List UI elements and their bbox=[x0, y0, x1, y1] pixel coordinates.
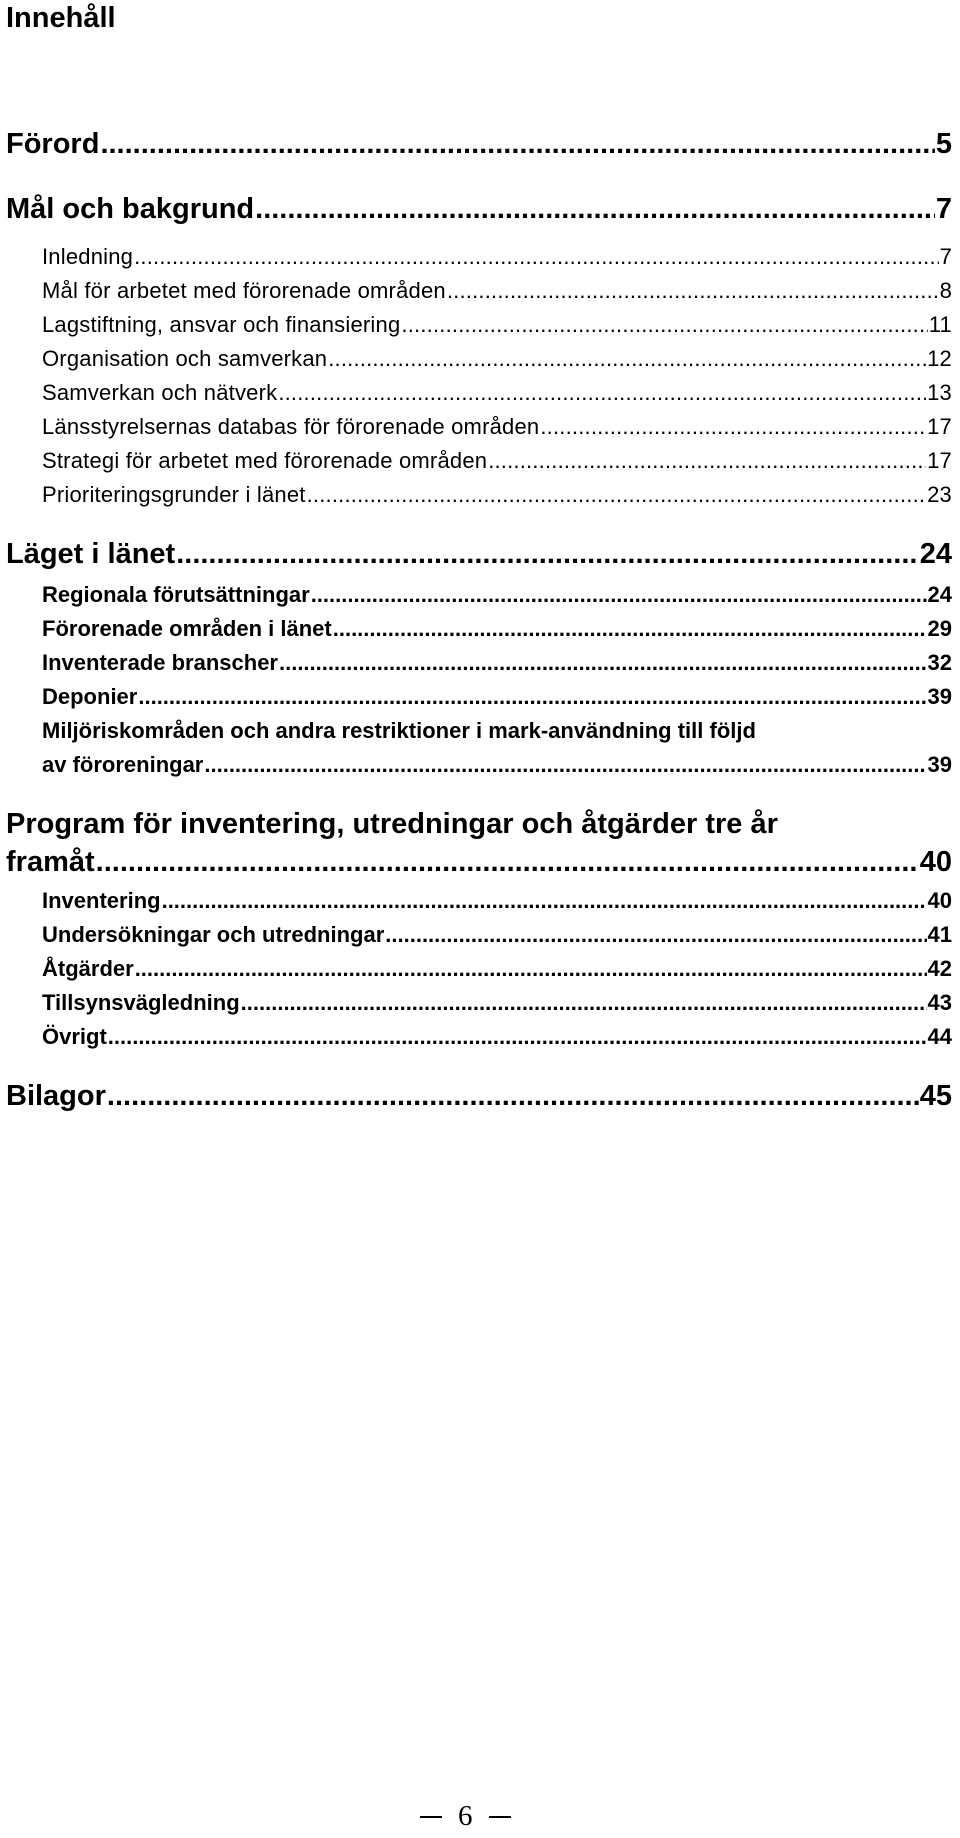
toc-entry-laget-i-lanet[interactable] bbox=[6, 538, 952, 571]
toc-page: 32 bbox=[927, 650, 952, 675]
toc-entry-mal-for-arbetet[interactable] bbox=[42, 278, 952, 304]
toc-entry-prioriteringsgrunder[interactable] bbox=[42, 482, 952, 508]
toc-title-line[interactable]: Miljöriskområden och andra restriktioner i mark-användning till följd bbox=[42, 718, 756, 743]
toc-title: av föroreningar bbox=[42, 752, 204, 777]
dot-leader bbox=[108, 1024, 927, 1050]
toc-entry-program[interactable] bbox=[6, 846, 952, 879]
toc-entry-inventering[interactable] bbox=[42, 888, 952, 914]
toc-page: 44 bbox=[927, 1024, 952, 1049]
dot-leader bbox=[107, 1080, 919, 1113]
toc-title: Regionala förutsättningar bbox=[42, 582, 310, 607]
toc-page: 17 bbox=[927, 414, 952, 439]
dot-leader bbox=[311, 582, 927, 608]
toc-title: Förorenade områden i länet bbox=[42, 616, 332, 641]
toc-page: 40 bbox=[927, 888, 952, 913]
page-footer bbox=[420, 1800, 511, 1833]
toc-page: 5 bbox=[935, 128, 952, 160]
toc-title: Tillsynsvägledning bbox=[42, 990, 240, 1015]
toc-title: Inventerade branscher bbox=[42, 650, 278, 675]
toc-entry-fororenade-omraden[interactable] bbox=[42, 616, 952, 642]
toc-entry-inledning[interactable] bbox=[42, 244, 952, 270]
dot-leader bbox=[540, 414, 926, 440]
dot-leader bbox=[96, 846, 919, 879]
toc-title: Inledning bbox=[42, 244, 134, 269]
toc-title: Mål för arbetet med förorenade områden bbox=[42, 278, 446, 303]
page-number: 6 bbox=[458, 1800, 473, 1832]
footer-dash bbox=[420, 1816, 442, 1818]
dot-leader bbox=[204, 752, 926, 778]
dot-leader bbox=[307, 482, 927, 508]
toc-page: 24 bbox=[927, 582, 952, 607]
toc-entry-deponier[interactable] bbox=[42, 684, 952, 710]
dot-leader bbox=[138, 684, 926, 710]
toc-page: 7 bbox=[935, 193, 952, 225]
toc-entry-organisation[interactable] bbox=[42, 346, 952, 372]
toc-page: 43 bbox=[927, 990, 952, 1015]
toc-title: Samverkan och nätverk bbox=[42, 380, 278, 405]
dot-leader bbox=[176, 538, 919, 571]
toc-title: framåt bbox=[6, 846, 95, 878]
toc-title: Inventering bbox=[42, 888, 161, 913]
page-title: Innehåll bbox=[6, 2, 116, 34]
toc-entry-inventerade-branscher[interactable] bbox=[42, 650, 952, 676]
toc-entry-regionala[interactable] bbox=[42, 582, 952, 608]
toc-title: Deponier bbox=[42, 684, 138, 709]
toc-title: Lagstiftning, ansvar och finansiering bbox=[42, 312, 401, 337]
dot-leader bbox=[488, 448, 926, 474]
toc-title: Organisation och samverkan bbox=[42, 346, 328, 371]
toc-entry-strategi[interactable] bbox=[42, 448, 952, 474]
dot-leader bbox=[134, 244, 938, 270]
dot-leader bbox=[241, 990, 927, 1016]
toc-entry-miljoriskomraden[interactable] bbox=[42, 752, 952, 778]
toc-page: 40 bbox=[919, 846, 952, 878]
toc-title: Läget i länet bbox=[6, 538, 176, 570]
toc-title: Strategi för arbetet med förorenade områden bbox=[42, 448, 488, 473]
toc-page: 12 bbox=[927, 346, 952, 371]
toc-title: Mål och bakgrund bbox=[6, 193, 255, 225]
toc-entry-samverkan[interactable] bbox=[42, 380, 952, 406]
dot-leader bbox=[333, 616, 927, 642]
footer-dash bbox=[489, 1816, 511, 1818]
dot-leader bbox=[328, 346, 926, 372]
toc-page: 29 bbox=[927, 616, 952, 641]
toc-page: 45 bbox=[919, 1080, 952, 1112]
toc-page: 42 bbox=[927, 956, 952, 981]
toc-entry-lagstiftning[interactable] bbox=[42, 312, 952, 338]
toc-page: 41 bbox=[927, 922, 952, 947]
toc-page: 39 bbox=[927, 752, 952, 777]
toc-page: 17 bbox=[927, 448, 952, 473]
toc-title: Länsstyrelsernas databas för förorenade områden bbox=[42, 414, 540, 439]
toc-page: 39 bbox=[927, 684, 952, 709]
toc-page: 23 bbox=[927, 482, 952, 507]
toc-entry-bilagor[interactable] bbox=[6, 1080, 952, 1113]
toc-entry-mal-och-bakgrund[interactable] bbox=[6, 193, 952, 226]
toc-page: 24 bbox=[919, 538, 952, 570]
toc-title: Bilagor bbox=[6, 1080, 106, 1112]
toc-page: 13 bbox=[927, 380, 952, 405]
dot-leader bbox=[278, 380, 926, 406]
dot-leader bbox=[447, 278, 939, 304]
toc-title-line[interactable]: Program för inventering, utredningar och åtgärder tre år bbox=[6, 808, 778, 840]
dot-leader bbox=[401, 312, 927, 338]
toc-entry-undersokningar[interactable] bbox=[42, 922, 952, 948]
dot-leader bbox=[255, 193, 935, 226]
toc-entry-tillsynsvagledning[interactable] bbox=[42, 990, 952, 1016]
toc-entry-databas[interactable] bbox=[42, 414, 952, 440]
toc-entry-ovrigt[interactable] bbox=[42, 1024, 952, 1050]
dot-leader bbox=[279, 650, 927, 676]
dot-leader bbox=[385, 922, 926, 948]
toc-title: Prioriteringsgrunder i länet bbox=[42, 482, 306, 507]
toc-title: Förord bbox=[6, 128, 100, 160]
toc-entry-atgarder[interactable] bbox=[42, 956, 952, 982]
toc-entry-forord[interactable] bbox=[6, 128, 952, 161]
toc-title: Övrigt bbox=[42, 1024, 107, 1049]
toc-page: 7 bbox=[939, 244, 952, 269]
dot-leader bbox=[162, 888, 927, 914]
toc-page: 8 bbox=[939, 278, 952, 303]
dot-leader bbox=[100, 128, 934, 161]
toc-title: Undersökningar och utredningar bbox=[42, 922, 385, 947]
toc-page: 11 bbox=[928, 312, 952, 337]
dot-leader bbox=[135, 956, 927, 982]
toc-title: Åtgärder bbox=[42, 956, 134, 981]
